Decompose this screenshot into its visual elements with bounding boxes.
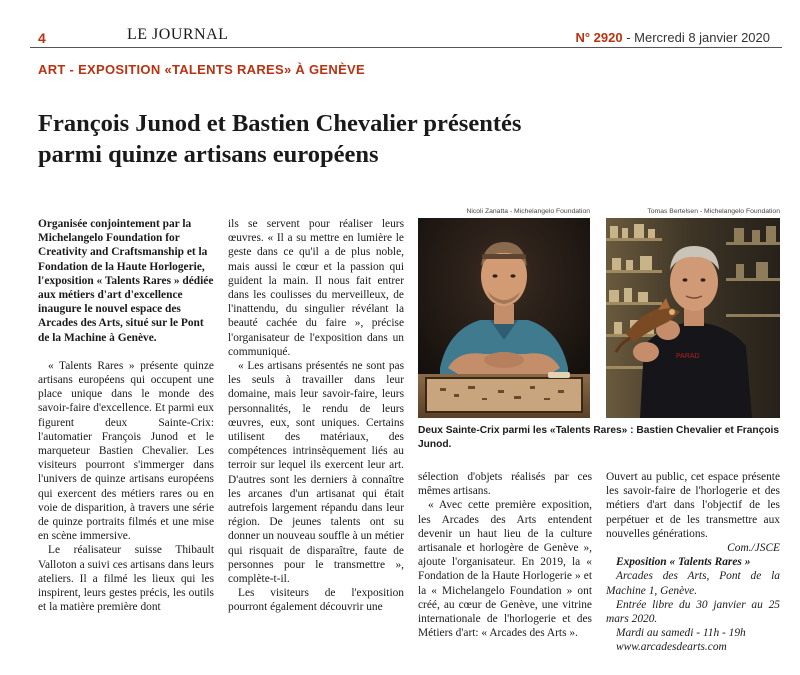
photo-credit-1: Nicoli Zanatta - Michelangelo Foundation [466, 208, 590, 215]
headline [38, 108, 758, 170]
page-header [0, 0, 800, 48]
page-number: 4 [38, 30, 46, 46]
issue-date: - Mercredi 8 janvier 2020 [622, 30, 770, 45]
paragraph: sélection d'objets réalisés par ces mêmes artisans. [418, 471, 592, 498]
info-title: Exposition « Talents Rares » [616, 556, 751, 569]
info-address: Arcades des Arts, Pont de la Machine 1, Genève. [606, 570, 780, 597]
photo-bastien-chevalier [418, 218, 590, 418]
header-rule [30, 47, 782, 48]
column-2 [228, 217, 404, 615]
paragraph: « Talents Rares » présente quinze artisans européens qui occupent une place unique dans le monde des savoir-faire d'excellence. Et parmi eux figurent deux Sainte-Crix: l'automatier François Junod et le marqueteur Bastien Chevalier. Les visiteurs pourront s'immerger dans l'univers de quinze artisans européens qui exercent des métiers rares ou en voie de disparition, à travers une série de quinze portraits filmés et une mise en scène immersive. [38, 359, 214, 543]
headline-line-2: parmi quinze artisans européens [38, 141, 379, 168]
signature: Com./JSCE [727, 542, 780, 555]
photo-caption: Deux Sainte-Crix parmi les «Talents Rares» : Bastien Chevalier et François Junod. [418, 425, 780, 450]
paragraph: Le réalisateur suisse Thibault Valloton a suivi ces artisans dans leurs ateliers. Il a filmé les lieux qui les inspirent, leurs gestes précis, les outils et la matière première dont [38, 544, 214, 614]
issue-info [575, 30, 770, 45]
rubric: ART - EXPOSITION «TALENTS RARES» À GENÈVE [38, 62, 365, 77]
headline-line-1: François Junod et Bastien Chevalier présentés [38, 110, 522, 137]
issue-number: N° 2920 [575, 30, 623, 45]
paragraph: ils se servent pour réaliser leurs œuvres. « Il a su mettre en lumière le geste dans ce qu'il a de plus noble, mais aussi le cœur et la passion qui guident la main. Il nous fait entrer dans les coulisses du merveilleux, de l'inattendu, du singulier révélant la beauté cachée du faire », précise l'organisateur de l'exposition dans un communiqué. [228, 218, 404, 358]
info-hours: Mardi au samedi - 11h - 19h [616, 627, 746, 640]
paragraph: Les visiteurs de l'exposition pourront également découvrir une [228, 587, 404, 614]
info-website: www.arcadesdearts.com [616, 641, 727, 654]
column-4 [606, 470, 780, 655]
paragraph: « Avec cette première exposition, les Arcades des Arts entendent devenir un haut lieu de la culture artisanale et horlogère de Genève », ajoute l'organisateur. En 2019, la « Fondation de la Haute Horlogerie » et la « Michelangelo Foundation » ont créé, au cœur de Genève, une vitrine internationale de l'horlogerie et des Métiers d'art: « Arcades des Arts ». [418, 499, 592, 640]
info-entry: Entrée libre du 30 janvier au 25 mars 2020. [606, 598, 780, 626]
column-3 [418, 470, 592, 640]
newspaper-logo: LE JOURNAL [127, 26, 229, 43]
paragraph: « Les artisans présentés ne sont pas les seuls à travailler dans leur domaine, mais leur savoir-faire, leurs personnalités, le rendu de leurs œuvres, eux, sont uniques. Certains utilisent des matériaux, des compétences intrinsèquement liés au terroir sur lequel ils exercent leur art. D'autres sont les derniers à connaître les arcanes d'un artisanat qui était autrefois largement répandu dans leur région. De jeunes talents ont su donner un nouveau souffle à un métier qui risquait de disparaître, faute de personnes pour le transmettre », complète-t-il. [228, 360, 404, 586]
svg-text:PARAD: PARAD [676, 353, 700, 360]
photo-credit-2: Tomas Bertelsen - Michelangelo Foundation [647, 208, 780, 215]
lead-paragraph: Organisée conjointement par la Michelangelo Foundation for Creativity and Craftsmanship et la Fondation de la Haute Horlogerie, l'exposition « Talents Rares » dédiée aux métiers d'art d'excellence inaugure le nouvel espace des Arcades des Arts, situé sur le Pont de la Machine à Genève. [38, 218, 214, 344]
photo-francois-junod [606, 218, 780, 418]
paragraph: Ouvert au public, cet espace présente les savoir-faire de l'horlogerie et des métiers d'art dans l'objectif de les perpétuer et de les transmettre aux nouvelles générations. [606, 471, 780, 540]
column-1 [38, 217, 214, 614]
